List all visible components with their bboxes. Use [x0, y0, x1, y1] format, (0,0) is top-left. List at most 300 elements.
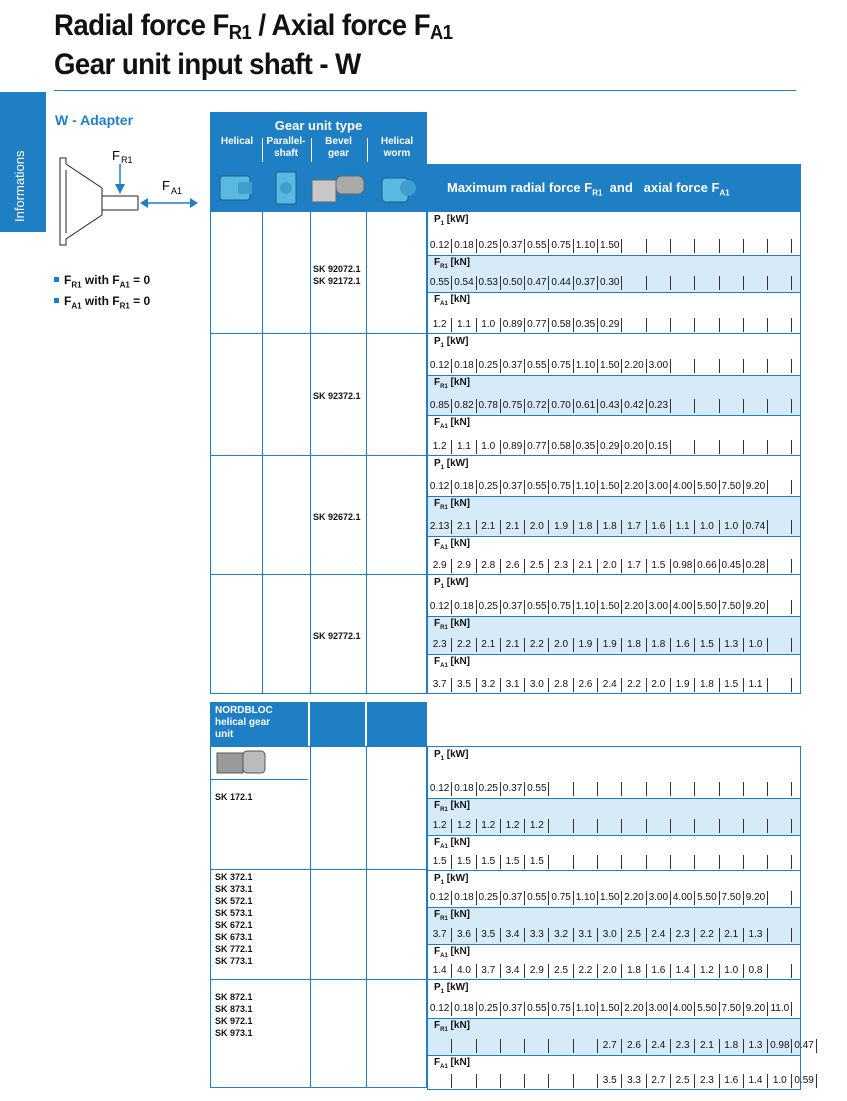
- nordbloc-header: NORDBLOC helical gear unit: [210, 702, 427, 746]
- value-cell: 1.0: [744, 638, 768, 652]
- value-cell: 3.7: [477, 964, 501, 978]
- p-row: [427, 575, 801, 616]
- value-cell: 2.8: [477, 559, 501, 573]
- value-cell: 7.50: [720, 600, 744, 614]
- value-cell: 1.5: [477, 855, 501, 869]
- value-cell: [695, 399, 719, 413]
- value-cell: 2.2: [695, 928, 719, 942]
- value-cell: 1.0: [720, 520, 744, 534]
- gear-models-grid: [210, 211, 427, 694]
- value-cell: 2.4: [647, 1039, 671, 1053]
- value-cell: [695, 318, 719, 332]
- value-cell: 1.8: [622, 964, 646, 978]
- value-cell: [549, 782, 573, 796]
- value-cell: [622, 819, 646, 833]
- value-cell: 0.37: [501, 600, 525, 614]
- value-cell: [622, 318, 646, 332]
- value-cell: [744, 440, 768, 454]
- value-cell: 2.3: [428, 638, 452, 652]
- value-cell: 0.89: [501, 318, 525, 332]
- fa-label: $F_{A1}$ [kN]: [434, 294, 471, 307]
- value-cell: 1.1: [671, 520, 695, 534]
- value-cell: [744, 855, 768, 869]
- p-label: $P_1$ [kW]: [434, 873, 469, 886]
- value-cell: 2.3: [671, 1039, 695, 1053]
- value-cell: 0.50: [501, 276, 525, 290]
- value-cell: 2.6: [622, 1039, 646, 1053]
- value-cell: 4.00: [671, 480, 695, 494]
- value-cell: [428, 1039, 452, 1053]
- value-cell: 1.3: [744, 928, 768, 942]
- value-cell: 0.61: [574, 399, 598, 413]
- fa-label: $F_{A1}$ [kN]: [434, 417, 471, 430]
- value-cell: [428, 1074, 452, 1088]
- force-table-group: [427, 746, 801, 870]
- value-cell: 1.8: [622, 638, 646, 652]
- value-cell: 2.2: [452, 638, 476, 652]
- value-cell: [768, 964, 792, 978]
- value-cell: 3.00: [647, 480, 671, 494]
- force-table-group: [427, 211, 801, 333]
- value-cell: 4.00: [671, 600, 695, 614]
- value-cell: [671, 318, 695, 332]
- value-cell: 0.55: [428, 276, 452, 290]
- value-cell: 2.0: [598, 559, 622, 573]
- value-cell: 0.25: [477, 782, 501, 796]
- value-cell: [720, 359, 744, 373]
- value-cell: 1.10: [574, 891, 598, 905]
- value-cell: 0.25: [477, 600, 501, 614]
- value-cell: 0.55: [525, 600, 549, 614]
- value-cell: 1.2: [428, 318, 452, 332]
- value-cell: [768, 359, 792, 373]
- fr-label: $F_{R1}$ [kN]: [434, 800, 471, 813]
- fa-row: [427, 944, 801, 980]
- value-cell: [744, 819, 768, 833]
- fa-row: [427, 292, 801, 334]
- value-cell: 7.50: [720, 1002, 744, 1016]
- gear-type-header: Gear unit type Helical Parallel- shaft Bevel gear Helical worm: [210, 112, 427, 211]
- force-table-group: [427, 870, 801, 979]
- value-cell: 2.0: [647, 678, 671, 692]
- value-cell: 0.82: [452, 399, 476, 413]
- value-cell: 3.0: [525, 678, 549, 692]
- value-cell: 0.37: [574, 276, 598, 290]
- value-cell: 0.30: [598, 276, 622, 290]
- value-cell: 1.5: [452, 855, 476, 869]
- value-cell: [768, 520, 792, 534]
- value-cell: 0.47: [525, 276, 549, 290]
- title-divider: [54, 90, 796, 91]
- value-cell: 2.9: [525, 964, 549, 978]
- value-cell: 4.00: [671, 1002, 695, 1016]
- p-label: $P_1$ [kW]: [434, 458, 469, 471]
- col-worm: Helical worm: [380, 136, 414, 159]
- value-cell: 2.4: [598, 678, 622, 692]
- value-cell: 1.2: [695, 964, 719, 978]
- fa-label: $F_{A1}$ [kN]: [434, 1057, 471, 1070]
- value-cell: 2.8: [549, 678, 573, 692]
- value-cell: 9.20: [744, 1002, 768, 1016]
- value-cell: [695, 440, 719, 454]
- fr-label: $F_{R1}$ [kN]: [434, 618, 471, 631]
- value-cell: [768, 559, 792, 573]
- helical-gear-icon: [216, 170, 258, 206]
- value-cell: 9.20: [744, 600, 768, 614]
- value-cell: 2.2: [622, 678, 646, 692]
- value-cell: [720, 318, 744, 332]
- value-cell: 1.2: [501, 819, 525, 833]
- value-cell: 0.12: [428, 359, 452, 373]
- value-cell: [574, 1074, 598, 1088]
- value-cell: [647, 276, 671, 290]
- value-cell: 1.2: [477, 819, 501, 833]
- nordbloc-gear-icon: [211, 747, 309, 779]
- col-parallel: Parallel- shaft: [266, 136, 306, 159]
- value-cell: 2.5: [549, 964, 573, 978]
- value-cell: [574, 1039, 598, 1053]
- value-cell: 1.0: [477, 318, 501, 332]
- value-cell: 0.37: [501, 359, 525, 373]
- value-cell: 0.12: [428, 891, 452, 905]
- fr-label: $F_{R1}$ [kN]: [434, 909, 471, 922]
- value-cell: 0.18: [452, 600, 476, 614]
- value-cell: [768, 819, 792, 833]
- value-cell: 3.2: [549, 928, 573, 942]
- value-cell: 0.55: [525, 1002, 549, 1016]
- value-cell: 0.18: [452, 1002, 476, 1016]
- value-cell: 1.1: [452, 440, 476, 454]
- model-label: SK 92672.1: [313, 512, 361, 522]
- value-cell: 3.00: [647, 359, 671, 373]
- value-cell: 0.18: [452, 359, 476, 373]
- value-cell: [671, 440, 695, 454]
- value-cell: 0.66: [695, 559, 719, 573]
- fr-row: [427, 907, 801, 944]
- value-cell: 0.47: [792, 1039, 816, 1053]
- value-cell: [768, 891, 792, 905]
- value-cell: 0.55: [525, 891, 549, 905]
- value-cell: 2.20: [622, 891, 646, 905]
- fa-row: [427, 1055, 814, 1090]
- value-cell: [574, 819, 598, 833]
- value-cell: 1.3: [744, 1039, 768, 1053]
- value-cell: 3.1: [574, 928, 598, 942]
- value-cell: 0.58: [549, 318, 573, 332]
- value-cell: 0.12: [428, 480, 452, 494]
- value-cell: [744, 782, 768, 796]
- value-cell: 2.3: [549, 559, 573, 573]
- value-cell: [647, 782, 671, 796]
- value-cell: 0.89: [501, 440, 525, 454]
- value-cell: 0.29: [598, 318, 622, 332]
- fr-row: [427, 1018, 814, 1055]
- value-cell: 9.20: [744, 891, 768, 905]
- model-label: SK 92372.1: [313, 391, 361, 401]
- fr-label: $F_{R1}$ [kN]: [434, 257, 471, 270]
- value-cell: 0.98: [671, 559, 695, 573]
- force-table-group: [427, 455, 801, 574]
- value-cell: 1.8: [647, 638, 671, 652]
- p-row: [427, 871, 801, 907]
- value-cell: 0.12: [428, 239, 452, 253]
- value-cell: 3.2: [477, 678, 501, 692]
- value-cell: 0.20: [622, 440, 646, 454]
- value-cell: 2.1: [695, 1039, 719, 1053]
- fa-label: $F_{A1}$ [kN]: [434, 538, 471, 551]
- value-cell: [549, 1039, 573, 1053]
- value-cell: 0.53: [477, 276, 501, 290]
- value-cell: 1.7: [622, 559, 646, 573]
- value-cell: [744, 359, 768, 373]
- max-force-header: Maximum radial force $F_{R1}$ and axial force $F_{A1}$: [427, 164, 801, 211]
- value-cell: 2.1: [501, 520, 525, 534]
- value-cell: 1.10: [574, 359, 598, 373]
- value-cell: 3.5: [598, 1074, 622, 1088]
- value-cell: 0.75: [549, 239, 573, 253]
- value-cell: 0.12: [428, 782, 452, 796]
- value-cell: [622, 276, 646, 290]
- value-cell: 0.37: [501, 891, 525, 905]
- fa-row: [427, 536, 801, 575]
- fr-label: $F_{R1}$ [kN]: [434, 1020, 471, 1033]
- value-cell: 3.3: [525, 928, 549, 942]
- value-cell: 0.77: [525, 318, 549, 332]
- model-label: SK 172.1: [215, 792, 253, 802]
- fr-row: [427, 255, 801, 292]
- value-cell: 1.9: [574, 638, 598, 652]
- value-cell: 1.5: [695, 638, 719, 652]
- note-axial: $F_{A1}$ with $F_{R1} = 0$: [54, 294, 150, 310]
- p-row: [427, 334, 801, 375]
- value-cell: 2.20: [622, 600, 646, 614]
- value-cell: 1.5: [501, 855, 525, 869]
- value-cell: [501, 1039, 525, 1053]
- value-cell: [671, 855, 695, 869]
- p-label: $P_1$ [kW]: [434, 749, 469, 762]
- value-cell: 2.13: [428, 520, 452, 534]
- value-cell: 5.50: [695, 600, 719, 614]
- value-cell: [720, 239, 744, 253]
- side-tab: Informations: [0, 92, 46, 232]
- value-cell: [549, 819, 573, 833]
- value-cell: 2.2: [525, 638, 549, 652]
- adapter-heading: W - Adapter: [55, 112, 134, 128]
- value-cell: [768, 855, 792, 869]
- value-cell: [574, 782, 598, 796]
- bevel-gear-icon: [310, 170, 368, 206]
- value-cell: [647, 318, 671, 332]
- value-cell: [744, 276, 768, 290]
- value-cell: 2.6: [574, 678, 598, 692]
- value-cell: [598, 782, 622, 796]
- value-cell: 3.1: [501, 678, 525, 692]
- value-cell: 1.6: [647, 964, 671, 978]
- value-cell: 0.75: [549, 600, 573, 614]
- value-cell: 2.9: [452, 559, 476, 573]
- value-cell: 1.50: [598, 1002, 622, 1016]
- value-cell: [720, 440, 744, 454]
- value-cell: 0.78: [477, 399, 501, 413]
- value-cell: [768, 239, 792, 253]
- value-cell: [549, 1074, 573, 1088]
- value-cell: 2.5: [525, 559, 549, 573]
- value-cell: [768, 440, 792, 454]
- value-cell: 2.3: [695, 1074, 719, 1088]
- model-label: SK 92772.1: [313, 631, 361, 641]
- value-cell: 1.0: [477, 440, 501, 454]
- value-cell: [622, 855, 646, 869]
- value-cell: 3.6: [452, 928, 476, 942]
- value-cell: 1.7: [622, 520, 646, 534]
- p-row: [427, 456, 801, 496]
- value-cell: 2.20: [622, 1002, 646, 1016]
- value-cell: 0.15: [647, 440, 671, 454]
- value-cell: 2.6: [501, 559, 525, 573]
- value-cell: 2.7: [598, 1039, 622, 1053]
- value-cell: 0.59: [792, 1074, 816, 1088]
- value-cell: 0.18: [452, 891, 476, 905]
- value-cell: 0.12: [428, 600, 452, 614]
- value-cell: 0.42: [622, 399, 646, 413]
- value-cell: 0.58: [549, 440, 573, 454]
- value-cell: [695, 855, 719, 869]
- value-cell: 0.29: [598, 440, 622, 454]
- value-cell: 0.37: [501, 782, 525, 796]
- value-cell: 0.37: [501, 480, 525, 494]
- value-cell: 5.50: [695, 480, 719, 494]
- value-cell: 11.0: [768, 1002, 792, 1016]
- p-label: $P_1$ [kW]: [434, 577, 469, 590]
- value-cell: 3.4: [501, 928, 525, 942]
- helical-worm-icon: [378, 170, 420, 206]
- value-cell: [744, 239, 768, 253]
- fa-label: $F_{A1}$ [kN]: [434, 946, 471, 959]
- fr-row: [427, 616, 801, 654]
- value-cell: [768, 318, 792, 332]
- value-cell: 1.50: [598, 239, 622, 253]
- value-cell: 2.1: [720, 928, 744, 942]
- svg-text:R1: R1: [121, 155, 133, 165]
- value-cell: [525, 1039, 549, 1053]
- value-cell: 0.85: [428, 399, 452, 413]
- value-cell: 0.25: [477, 359, 501, 373]
- force-table-group: [427, 979, 814, 1089]
- value-cell: 1.8: [695, 678, 719, 692]
- value-cell: 0.77: [525, 440, 549, 454]
- value-cell: 2.20: [622, 480, 646, 494]
- value-cell: 0.44: [549, 276, 573, 290]
- value-cell: [695, 239, 719, 253]
- value-cell: 1.2: [452, 819, 476, 833]
- value-cell: [695, 359, 719, 373]
- value-cell: 1.5: [525, 855, 549, 869]
- parallel-shaft-gear-icon: [268, 170, 304, 206]
- value-cell: 1.50: [598, 891, 622, 905]
- fr-row: [427, 798, 801, 835]
- value-cell: 0.18: [452, 239, 476, 253]
- value-cell: 0.43: [598, 399, 622, 413]
- value-cell: 1.50: [598, 359, 622, 373]
- value-cell: 2.1: [477, 638, 501, 652]
- value-cell: 2.0: [549, 638, 573, 652]
- value-cell: 3.5: [452, 678, 476, 692]
- page-title: Radial force $F_{R1}$ / Axial force $F_{A1}$ Gear unit input shaft - W: [54, 9, 453, 81]
- value-cell: [452, 1074, 476, 1088]
- value-cell: 1.8: [598, 520, 622, 534]
- value-cell: 0.37: [501, 239, 525, 253]
- force-table-group: [427, 574, 801, 693]
- model-label: SK 872.1 SK 873.1 SK 972.1 SK 973.1: [215, 992, 253, 1038]
- value-cell: 1.50: [598, 600, 622, 614]
- value-cell: 0.28: [744, 559, 768, 573]
- value-cell: [549, 855, 573, 869]
- value-cell: 1.2: [525, 819, 549, 833]
- p-label: $P_1$ [kW]: [434, 982, 469, 995]
- p-label: $P_1$ [kW]: [434, 214, 469, 227]
- value-cell: [720, 819, 744, 833]
- fa-label: F: [162, 178, 170, 193]
- value-cell: 0.72: [525, 399, 549, 413]
- value-cell: 3.00: [647, 891, 671, 905]
- value-cell: 5.50: [695, 1002, 719, 1016]
- value-cell: 1.2: [428, 819, 452, 833]
- value-cell: [477, 1039, 501, 1053]
- value-cell: [647, 855, 671, 869]
- value-cell: 0.74: [744, 520, 768, 534]
- fa-label: $F_{A1}$ [kN]: [434, 656, 471, 669]
- value-cell: 0.37: [501, 1002, 525, 1016]
- value-cell: 1.6: [720, 1074, 744, 1088]
- value-cell: 0.55: [525, 359, 549, 373]
- model-label: SK 92072.1 SK 92172.1: [313, 264, 361, 286]
- value-cell: [598, 819, 622, 833]
- value-cell: [501, 1074, 525, 1088]
- value-cell: [598, 855, 622, 869]
- value-cell: 3.7: [428, 678, 452, 692]
- value-cell: 9.20: [744, 480, 768, 494]
- value-cell: [720, 855, 744, 869]
- value-cell: 2.5: [622, 928, 646, 942]
- value-cell: 1.5: [428, 855, 452, 869]
- value-cell: [768, 638, 792, 652]
- value-cell: 3.3: [622, 1074, 646, 1088]
- value-cell: 0.8: [744, 964, 768, 978]
- value-cell: 1.4: [671, 964, 695, 978]
- value-cell: [622, 782, 646, 796]
- value-cell: 0.25: [477, 239, 501, 253]
- p-row: [427, 747, 801, 798]
- fa-row: [427, 835, 801, 871]
- value-cell: [477, 1074, 501, 1088]
- value-cell: 1.5: [647, 559, 671, 573]
- value-cell: 1.9: [671, 678, 695, 692]
- fr-label: F: [112, 148, 120, 163]
- value-cell: 7.50: [720, 891, 744, 905]
- value-cell: 2.20: [622, 359, 646, 373]
- value-cell: 0.55: [525, 239, 549, 253]
- value-cell: 2.1: [452, 520, 476, 534]
- value-cell: [768, 678, 792, 692]
- value-cell: 1.10: [574, 600, 598, 614]
- value-cell: 2.3: [671, 928, 695, 942]
- value-cell: 1.4: [428, 964, 452, 978]
- note-radial: $F_{R1}$ with $F_{A1} = 0$: [54, 273, 150, 289]
- value-cell: 2.2: [574, 964, 598, 978]
- value-cell: 0.35: [574, 318, 598, 332]
- value-cell: 2.0: [598, 964, 622, 978]
- fa-label: $F_{A1}$ [kN]: [434, 837, 471, 850]
